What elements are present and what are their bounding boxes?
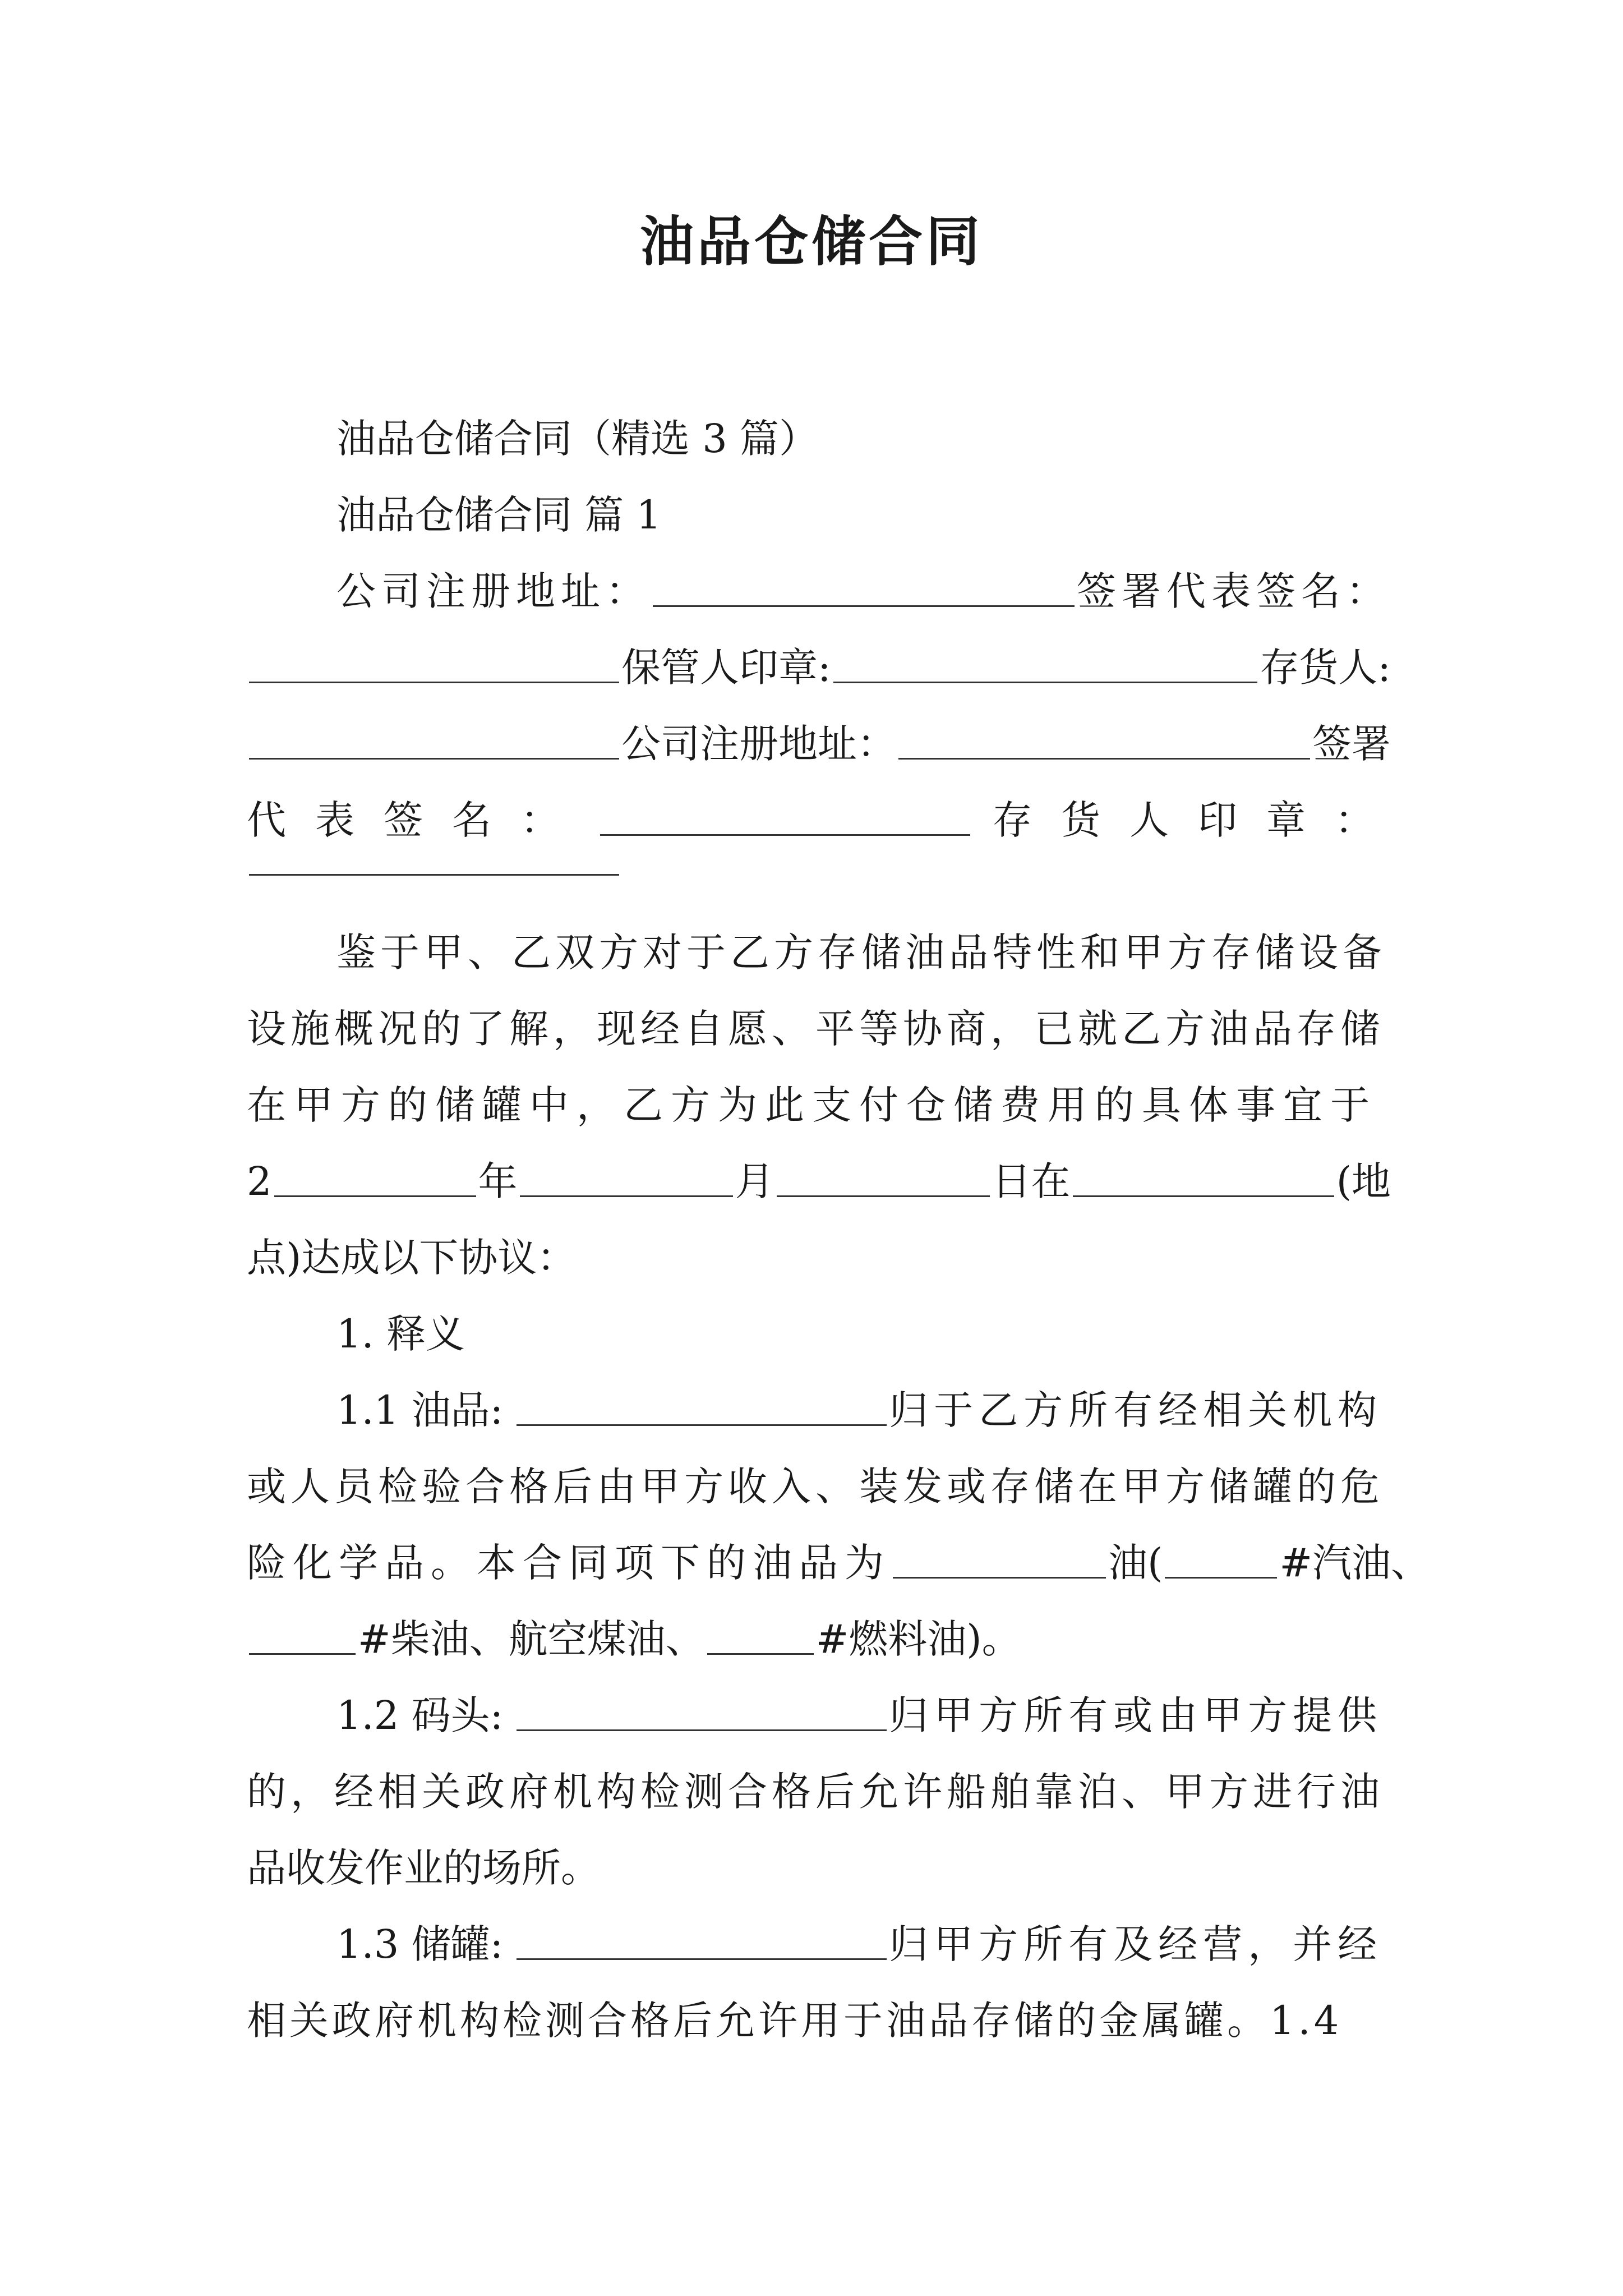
dock-line-1 xyxy=(336,1693,1391,1738)
document-title: 油品仓储合同 xyxy=(640,210,983,273)
depositor-label: 存货人: xyxy=(1260,645,1391,691)
oil-text-3a: 险化学品。本合同项下的油品为 xyxy=(247,1540,891,1586)
oil-line-3 xyxy=(247,1540,1430,1586)
oil-line-1 xyxy=(336,1388,1391,1433)
signature-line-5 xyxy=(247,874,1391,882)
diesel-grade-blank xyxy=(249,1653,356,1655)
fuel-oil-grade-blank xyxy=(707,1653,814,1655)
preamble-line-3 xyxy=(247,1083,1391,1128)
place-blank xyxy=(1073,1195,1334,1197)
preamble-text-1: 鉴于甲、乙双方对于乙方存储油品特性和甲方存储设备 xyxy=(336,930,1386,976)
depositor-seal-label: 存货人印章： xyxy=(993,797,1403,843)
oil-line-2 xyxy=(247,1464,1391,1509)
month-label: 月 xyxy=(735,1158,774,1204)
dock-label: 1.2 码头: xyxy=(336,1692,504,1738)
day-at-label: 日在 xyxy=(992,1158,1071,1204)
preamble-text-2: 设施概况的了解，现经自愿、平等协商，已就乙方油品存储 xyxy=(247,1006,1384,1052)
date-prefix: 2 xyxy=(247,1158,272,1204)
dock-blank xyxy=(517,1729,887,1731)
oil-text-2: 或人员检验合格后由甲方收入、装发或存储在甲方储罐的危 xyxy=(247,1464,1384,1510)
oil-line-4 xyxy=(247,1617,1391,1662)
company-address-label-2: 公司注册地址： xyxy=(621,721,896,767)
company-address-label: 公司注册地址： xyxy=(336,568,651,614)
tank-line-1 xyxy=(336,1922,1391,1967)
preamble-text-3: 在甲方的储罐中，乙方为此支付仓储费用的具体事宜于 xyxy=(247,1082,1377,1128)
dock-text-2: 的，经相关政府机构检测合格后允许船舶靠泊、甲方进行油 xyxy=(247,1769,1384,1815)
section1-heading-line xyxy=(336,1312,1391,1356)
preamble-line-2 xyxy=(247,1006,1391,1051)
keeper-seal-blank xyxy=(833,682,1258,683)
tank-desc: 归甲方所有及经营，并经 xyxy=(889,1921,1383,1967)
section-heading-line xyxy=(336,493,1391,537)
signatory-label: 签署代表签名： xyxy=(1077,568,1391,614)
dock-line-3 xyxy=(247,1846,1391,1890)
section-heading: 油品仓储合同 篇 1 xyxy=(336,492,662,538)
company-address-blank xyxy=(653,605,1075,607)
tank-blank xyxy=(517,1958,887,1960)
dock-desc: 归甲方所有或由甲方提供 xyxy=(889,1692,1383,1738)
subtitle-line xyxy=(336,416,1391,461)
year-blank xyxy=(274,1195,476,1197)
preamble-line-5 xyxy=(247,1235,1391,1280)
signature-line-4 xyxy=(247,797,1403,843)
preamble-line-1 xyxy=(336,930,1391,975)
preamble-date-line xyxy=(247,1159,1391,1204)
oil-text-4a: #柴油、航空煤油、 xyxy=(358,1616,705,1662)
signatory-blank xyxy=(249,682,619,683)
rep-sign-label: 代表签名： xyxy=(247,797,589,843)
dock-line-2 xyxy=(247,1769,1391,1814)
year-label: 年 xyxy=(478,1158,518,1204)
tank-line-2 xyxy=(247,1998,1391,2043)
oil-text-4b: #燃料油)。 xyxy=(815,1616,1021,1662)
oil-blank xyxy=(517,1424,887,1426)
preamble-text-5: 点)达成以下协议： xyxy=(247,1235,577,1281)
oil-label: 1.1 油品: xyxy=(336,1387,504,1433)
signature-line-1 xyxy=(336,569,1391,614)
depositor-blank xyxy=(249,758,619,760)
tank-label: 1.3 储罐: xyxy=(336,1921,504,1967)
section1-heading: 1. 释义 xyxy=(336,1311,465,1357)
signature-line-3 xyxy=(247,721,1391,766)
place-open: (地 xyxy=(1336,1158,1391,1204)
oil-type-blank xyxy=(893,1577,1106,1579)
subtitle: 油品仓储合同（精选 3 篇） xyxy=(336,416,819,462)
dock-text-3: 品收发作业的场所。 xyxy=(247,1845,600,1891)
sign-label-part1: 签署 xyxy=(1312,721,1391,767)
month-blank xyxy=(520,1195,733,1197)
keeper-seal-label: 保管人印章: xyxy=(621,645,831,691)
depositor-seal-blank xyxy=(249,874,619,876)
tank-text-2: 相关政府机构检测合格后允许用于油品存储的金属罐。1.4 xyxy=(247,1998,1343,2044)
gasoline-grade-blank xyxy=(1165,1577,1277,1579)
signature-line-2 xyxy=(247,645,1391,690)
oil-text-3c: #汽油、 xyxy=(1279,1540,1430,1586)
company-address-blank-2 xyxy=(898,758,1310,760)
oil-desc: 归于乙方所有经相关机构 xyxy=(889,1387,1383,1433)
day-blank xyxy=(777,1195,990,1197)
oil-text-3b: 油( xyxy=(1108,1540,1163,1586)
rep-sign-blank xyxy=(600,834,970,836)
